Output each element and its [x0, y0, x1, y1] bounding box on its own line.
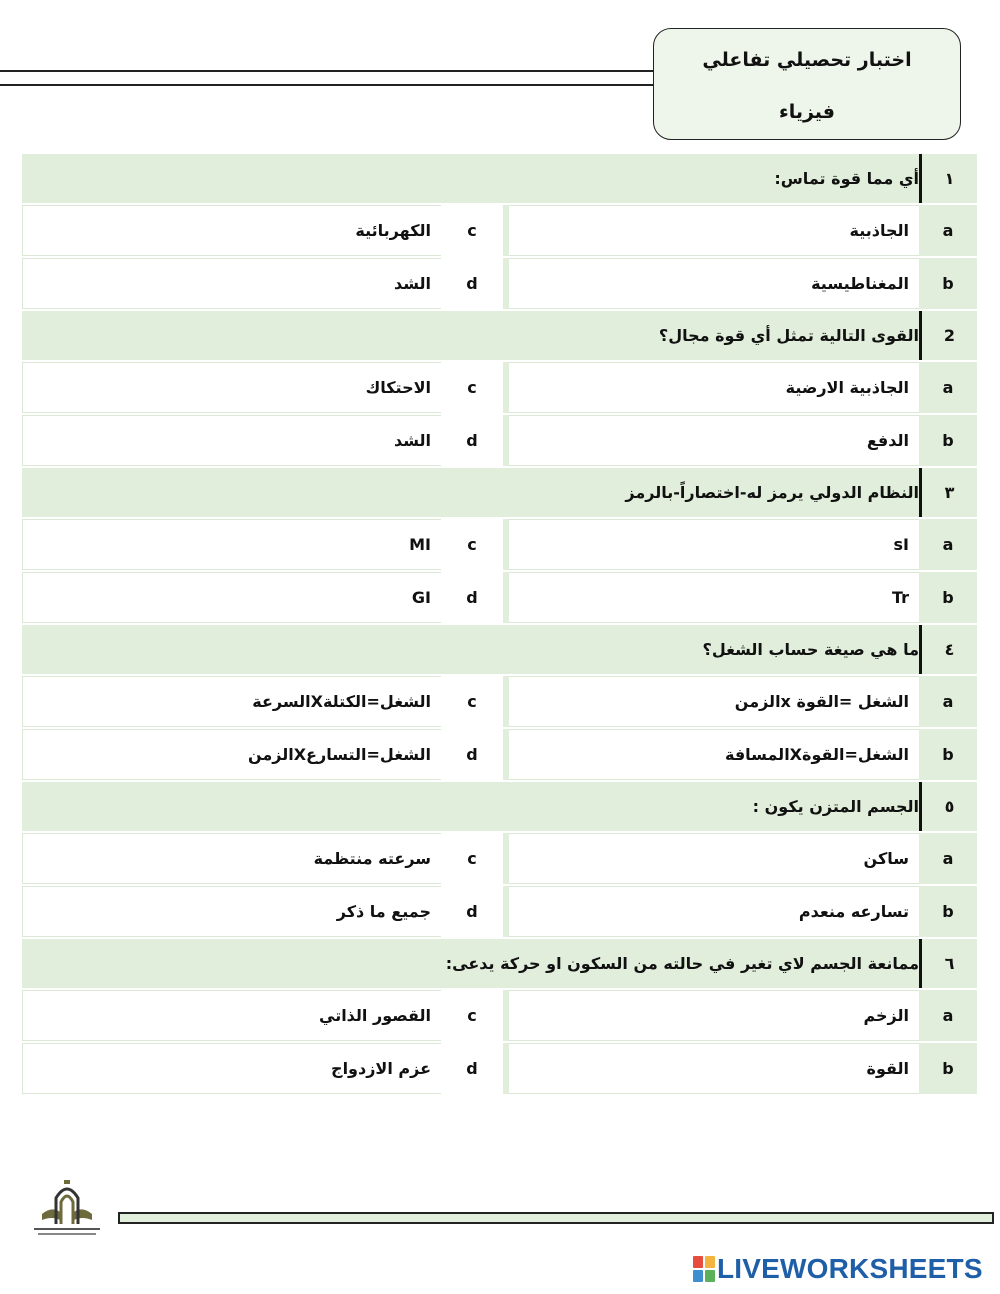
option-letter-d: d [441, 258, 503, 309]
question-row [22, 154, 977, 203]
cell-divider [503, 572, 509, 623]
option-letter-d: d [441, 1043, 503, 1094]
option-b[interactable]: الشغل=القوةXالمسافة [509, 729, 919, 780]
option-c[interactable]: الكهربائية [22, 205, 441, 256]
cell-divider [503, 1043, 509, 1094]
option-letter-c: c [441, 519, 503, 570]
footer-bar [118, 1212, 994, 1224]
option-b[interactable]: تسارعه منعدم [509, 886, 919, 937]
title-box [653, 28, 961, 140]
option-c[interactable]: الشغل=الكتلةXالسرعة [22, 676, 441, 727]
question-text: النظام الدولي يرمز له-اختصاراً-بالرمز [22, 468, 919, 517]
option-c[interactable]: القصور الذاتي [22, 990, 441, 1041]
option-d[interactable]: الشد [22, 415, 441, 466]
cell-divider [503, 258, 509, 309]
question-number: 2 [919, 311, 977, 360]
option-letter-b: b [919, 729, 977, 780]
option-row [22, 415, 977, 466]
option-b[interactable]: الدفع [509, 415, 919, 466]
quiz-table [22, 152, 977, 1096]
question-row [22, 625, 977, 674]
option-a[interactable]: الزخم [509, 990, 919, 1041]
option-letter-b: b [919, 415, 977, 466]
option-letter-a: a [919, 362, 977, 413]
option-row [22, 205, 977, 256]
option-d[interactable]: الشغل=التسارعXالزمن [22, 729, 441, 780]
option-d[interactable]: الشد [22, 258, 441, 309]
cell-divider [503, 729, 509, 780]
option-row [22, 886, 977, 937]
option-d[interactable]: جميع ما ذكر [22, 886, 441, 937]
question-text: القوى التالية تمثل أي قوة مجال؟ [22, 311, 919, 360]
option-row [22, 833, 977, 884]
cell-divider [503, 519, 509, 570]
question-row [22, 782, 977, 831]
page-subject: فيزياء [779, 101, 835, 123]
top-rule-2 [0, 84, 660, 86]
question-number: ٤ [919, 625, 977, 674]
question-text: ما هي صيغة حساب الشغل؟ [22, 625, 919, 674]
question-number: ١ [919, 154, 977, 203]
option-c[interactable]: MI [22, 519, 441, 570]
option-letter-a: a [919, 519, 977, 570]
option-letter-d: d [441, 886, 503, 937]
option-row [22, 362, 977, 413]
option-a[interactable]: الجاذبية الارضية [509, 362, 919, 413]
option-row [22, 572, 977, 623]
liveworksheets-icon [693, 1256, 715, 1282]
option-a[interactable]: الجاذبية [509, 205, 919, 256]
option-row [22, 676, 977, 727]
cell-divider [503, 833, 509, 884]
option-a[interactable]: sI [509, 519, 919, 570]
option-letter-c: c [441, 205, 503, 256]
option-c[interactable]: سرعته منتظمة [22, 833, 441, 884]
option-letter-b: b [919, 258, 977, 309]
question-text: الجسم المتزن يكون : [22, 782, 919, 831]
option-row [22, 729, 977, 780]
option-letter-d: d [441, 572, 503, 623]
option-a[interactable]: ساكن [509, 833, 919, 884]
page-title: اختبار تحصيلي تفاعلي [702, 49, 912, 71]
brand-label: LIVEWORKSHEETS [717, 1253, 983, 1284]
option-b[interactable]: القوة [509, 1043, 919, 1094]
cell-divider [503, 886, 509, 937]
question-row [22, 311, 977, 360]
cell-divider [503, 205, 509, 256]
option-row [22, 990, 977, 1041]
option-letter-b: b [919, 886, 977, 937]
question-text: أي مما قوة تماس: [22, 154, 919, 203]
question-row [22, 939, 977, 988]
option-letter-b: b [919, 1043, 977, 1094]
option-letter-c: c [441, 676, 503, 727]
option-d[interactable]: عزم الازدواج [22, 1043, 441, 1094]
cell-divider [503, 415, 509, 466]
option-row [22, 1043, 977, 1094]
option-letter-c: c [441, 362, 503, 413]
question-row [22, 468, 977, 517]
question-number: ٦ [919, 939, 977, 988]
option-row [22, 519, 977, 570]
option-c[interactable]: الاحتكاك [22, 362, 441, 413]
option-letter-c: c [441, 833, 503, 884]
question-number: ٣ [919, 468, 977, 517]
top-rule [0, 70, 660, 72]
option-letter-a: a [919, 990, 977, 1041]
option-letter-a: a [919, 833, 977, 884]
option-row [22, 258, 977, 309]
option-d[interactable]: GI [22, 572, 441, 623]
question-number: ٥ [919, 782, 977, 831]
cell-divider [503, 990, 509, 1041]
option-letter-c: c [441, 990, 503, 1041]
option-letter-a: a [919, 205, 977, 256]
option-letter-a: a [919, 676, 977, 727]
option-letter-b: b [919, 572, 977, 623]
option-b[interactable]: المغناطيسية [509, 258, 919, 309]
brand[interactable] [693, 1254, 983, 1284]
option-b[interactable]: Tr [509, 572, 919, 623]
option-letter-d: d [441, 415, 503, 466]
cell-divider [503, 362, 509, 413]
option-letter-d: d [441, 729, 503, 780]
school-logo-icon [30, 1176, 104, 1246]
cell-divider [503, 676, 509, 727]
option-a[interactable]: الشغل =القوة xالزمن [509, 676, 919, 727]
question-text: ممانعة الجسم لاي تغير في حالته من السكون او حركة يدعى: [22, 939, 919, 988]
